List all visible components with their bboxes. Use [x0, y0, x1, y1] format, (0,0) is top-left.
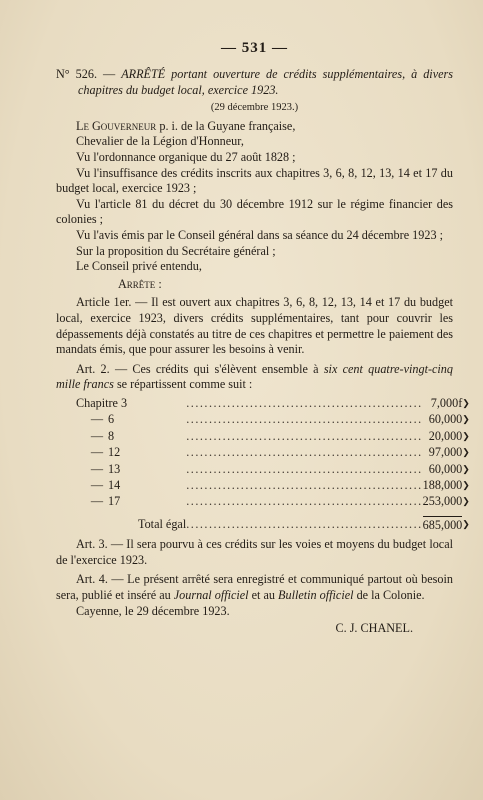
article-3: Art. 3. — Il sera pourvu à ces crédits sur les voies et moyens du budget local de l'exercice 1923. — [56, 537, 453, 567]
chevalier-line: Chevalier de la Légion d'Honneur, — [76, 134, 244, 149]
ditto-dash: — — [90, 412, 104, 427]
credit-label: 13 — [108, 461, 121, 476]
chevron-right-icon: ❯ — [462, 463, 470, 474]
sur-proposition: Sur la proposition du Secrétaire général ; — [76, 243, 276, 258]
credit-label: Chapitre 3 — [76, 395, 128, 410]
decree-date: (29 décembre 1923.) — [210, 102, 299, 114]
leader-dots: .................................................... — [186, 517, 423, 532]
page-number: — 531 — — [221, 40, 288, 56]
credit-label: 12 — [108, 445, 121, 460]
gouverneur-line: Le Gouverneur p. i. de la Guyane française, — [76, 118, 296, 133]
leader-dots: .................................................... — [186, 477, 423, 492]
chevron-right-icon: ❯ — [462, 479, 470, 490]
leader-dots: .................................................... — [186, 494, 423, 509]
vu-avis: Vu l'avis émis par le Conseil général dans sa séance du 24 décembre 1923 ; — [76, 227, 443, 242]
credit-amount: 7,000f — [430, 395, 463, 410]
ditto-dash: — — [90, 461, 104, 476]
credit-label: 17 — [108, 494, 121, 509]
credit-row — [76, 477, 470, 493]
credit-row — [76, 395, 470, 411]
chevron-right-icon: ❯ — [462, 519, 470, 530]
article-4: Art. 4. — Le présent arrêté sera enregistré et communiqué partout où besoin sera, publié et inséré au Journal officiel et au Bulletin officiel de la Colonie. — [56, 572, 454, 602]
credit-label: Total égal — [138, 517, 187, 532]
credits-table — [76, 395, 470, 533]
credit-row — [76, 428, 470, 444]
leader-dots: .................................................... — [186, 395, 423, 410]
signature: C. J. CHANEL. — [335, 621, 413, 636]
decree-title-text: ARRÊTÉ portant ouverture de crédits supplémentaires, à divers chapitres du budget local, exercice 1923. — [78, 67, 453, 97]
vu-ordonnance: Vu l'ordonnance organique du 27 août 1828 ; — [76, 149, 296, 164]
vu-insuffisance: Vu l'insuffisance des crédits inscrits aux chapitres 3, 6, 8, 12, 13, 14 et 17 du budget local, exercice 1923 ; — [56, 165, 453, 196]
credit-amount: 97,000 — [428, 445, 463, 460]
ditto-dash: — — [90, 477, 104, 492]
chevron-right-icon: ❯ — [462, 430, 470, 441]
total-row — [76, 516, 470, 533]
ditto-dash: — — [90, 445, 104, 460]
ditto-dash: — — [90, 428, 104, 443]
credit-row — [76, 411, 470, 427]
leader-dots: .................................................... — [186, 445, 423, 460]
article-2-label: Art. 2. — [76, 361, 110, 376]
credit-label: 14 — [108, 477, 121, 492]
credit-row — [76, 493, 470, 509]
credit-row — [76, 461, 470, 477]
article-4-label: Art. 4. — [76, 572, 108, 587]
leader-dots: .................................................... — [186, 428, 423, 443]
leader-dots: .................................................... — [186, 461, 423, 476]
credit-amount: 188,000 — [422, 477, 463, 492]
credit-amount: 253,000 — [422, 494, 463, 509]
article-1-label: Article 1er. — [76, 295, 132, 310]
credit-label: 8 — [108, 428, 115, 443]
chevron-right-icon: ❯ — [462, 414, 470, 425]
place-date: Cayenne, le 29 décembre 1923. — [76, 603, 230, 618]
chevron-right-icon: ❯ — [462, 447, 470, 458]
credit-row — [76, 444, 470, 460]
decree-title: N° 526. — ARRÊTÉ portant ouverture de crédits supplémentaires, à divers chapitres du budget local, exercice 1923. — [56, 67, 453, 97]
credit-amount: 685,000 — [422, 517, 463, 532]
leader-dots: .................................................... — [186, 412, 423, 427]
article-1: Article 1er. — Il est ouvert aux chapitres 3, 6, 8, 12, 13, 14 et 17 du budget local, exercice 1923, divers crédits supplémentaires, tant pour couvrir les dépassements déjà constatés au titre de ces chapitres et permettre le paiement des mandats émis, que pour assurer les besoins à venir. — [56, 295, 454, 357]
credit-amount: 60,000 — [428, 412, 463, 427]
vu-article-81: Vu l'article 81 du décret du 30 décembre 1912 sur le régime financier des colonies ; — [56, 196, 453, 227]
credit-amount: 60,000 — [428, 461, 463, 476]
arrete-heading: Arrête : — [118, 276, 162, 291]
credit-amount: 20,000 — [428, 428, 463, 443]
ditto-dash: — — [90, 494, 104, 509]
chevron-right-icon: ❯ — [462, 397, 470, 408]
decree-number: N° 526. — [56, 67, 97, 81]
conseil-prive: Le Conseil privé entendu, — [76, 259, 202, 274]
credit-label: 6 — [108, 412, 115, 427]
article-2: Art. 2. — Ces crédits qui s'élèvent ensemble à six cent quatre-vingt-cinq mille francs se répartissent comme suit : — [56, 361, 453, 392]
chevron-right-icon: ❯ — [462, 496, 470, 507]
article-3-label: Art. 3. — [76, 537, 108, 552]
